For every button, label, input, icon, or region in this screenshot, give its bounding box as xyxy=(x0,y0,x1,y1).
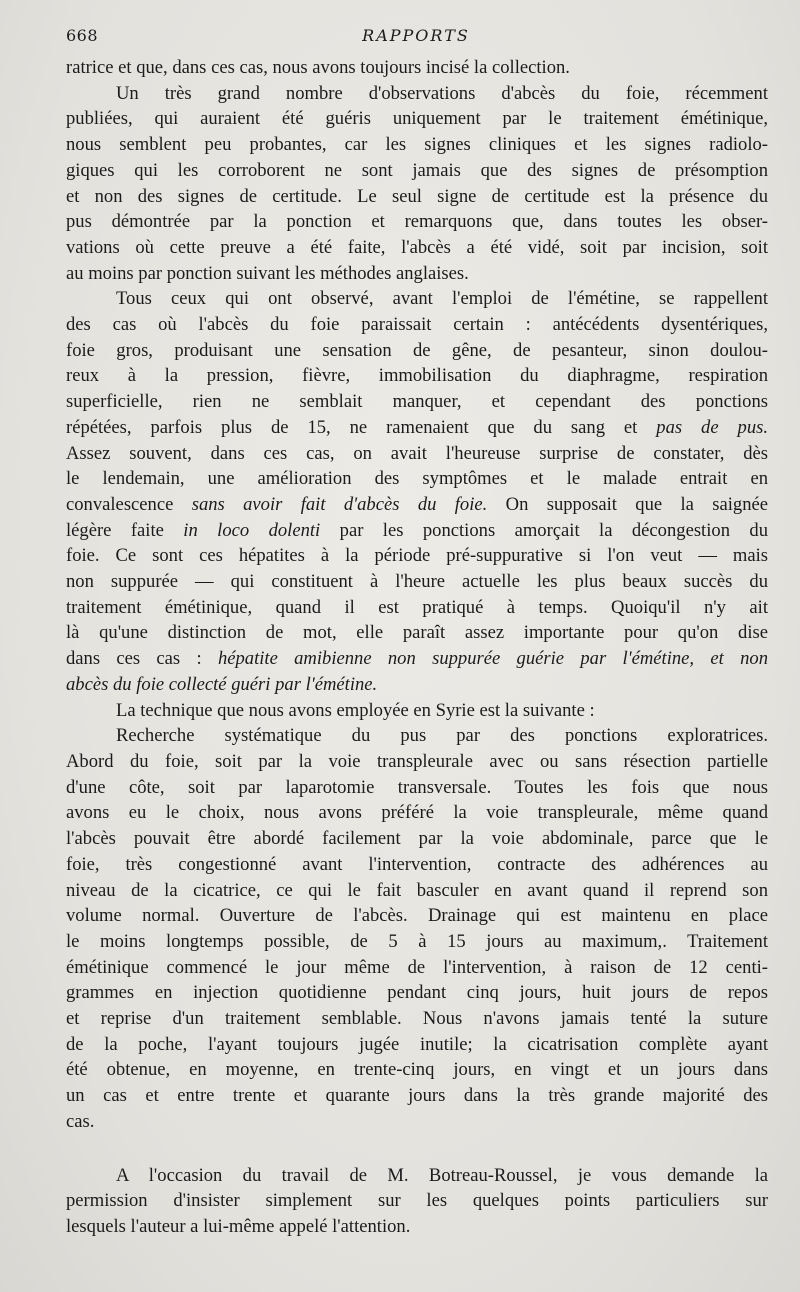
text-line xyxy=(66,852,768,878)
text-line xyxy=(66,132,768,158)
text-line xyxy=(66,55,768,81)
text-run: permission d'insister simplement sur les quelques points particuliers sur xyxy=(66,1190,768,1212)
text-run: Recherche systématique du pus par des ponctions exploratrices. xyxy=(116,725,768,747)
text-line xyxy=(66,1006,768,1032)
text-run: reux à la pression, fièvre, immobilisation du diaphragme, respiration xyxy=(66,365,768,387)
text-line xyxy=(66,158,768,184)
text-run: Assez souvent, dans ces cas, on avait l'heureuse surprise de constater, dès xyxy=(66,442,768,464)
text-line xyxy=(66,106,768,132)
text-run: là qu'une distinction de mot, elle paraît assez importante pour qu'on dise xyxy=(66,622,768,644)
text-line xyxy=(66,980,768,1006)
paragraph xyxy=(66,1163,768,1240)
page-number: 668 xyxy=(66,26,99,45)
text-run: foie gros, produisant une sensation de gêne, de pesanteur, sinon doulou- xyxy=(66,339,768,361)
text-line xyxy=(66,543,768,569)
text-line xyxy=(66,184,768,210)
text-run: La technique que nous avons employée en Syrie est la suivante : xyxy=(116,699,595,721)
text-run: vations où cette preuve a été faite, l'abcès a été vidé, soit par incision, soit xyxy=(66,236,768,258)
italic-text: hépatite amibienne non suppurée guérie par l'émétine, et non xyxy=(217,648,768,670)
text-run: volume normal. Ouverture de l'abcès. Drainage qui est maintenu en place xyxy=(66,905,768,927)
text-line xyxy=(66,878,768,904)
text-line xyxy=(66,389,768,415)
text-run: de la poche, l'ayant toujours jugée inutile; la cicatrisation complète ayant xyxy=(66,1033,768,1055)
paragraph xyxy=(66,286,768,697)
text-run: d'une côte, soit par laparotomie transversale. Toutes les fois que nous xyxy=(66,776,768,798)
text-run: pus démontrée par la ponction et remarquons que, dans toutes les obser- xyxy=(66,211,768,233)
text-line xyxy=(66,620,768,646)
text-run: avons eu le choix, nous avons préféré la voie transpleurale, même quand xyxy=(66,802,768,824)
text-run: le lendemain, une amélioration des symptômes et le malade entrait en xyxy=(66,468,768,490)
text-run: des cas où l'abcès du foie paraissait certain : antécédents dysentériques, xyxy=(66,314,768,336)
text-line xyxy=(66,492,768,518)
running-title: RAPPORTS xyxy=(362,26,470,45)
text-run: répétées, parfois plus de 15, ne ramenaient que du sang et xyxy=(66,416,657,438)
text-line xyxy=(66,363,768,389)
text-line xyxy=(66,775,768,801)
text-line xyxy=(66,312,768,338)
text-run: le moins longtemps possible, de 5 à 15 jours au maximum,. Traitement xyxy=(66,930,768,952)
text-line xyxy=(66,338,768,364)
text-line xyxy=(66,1163,768,1189)
body-text xyxy=(66,55,768,1240)
text-line xyxy=(66,466,768,492)
italic-text: sans avoir fait d'abcès du foie. xyxy=(191,493,488,515)
text-run: publiées, qui auraient été guéris uniquement par le traitement émétinique, xyxy=(66,108,768,130)
text-line xyxy=(66,261,768,287)
text-run: foie. Ce sont ces hépatites à la période pré-suppurative si l'on veut — mais xyxy=(66,545,768,567)
italic-text: in loco dolenti xyxy=(183,519,321,541)
text-run: cas. xyxy=(66,1110,95,1132)
text-line xyxy=(66,955,768,981)
text-line xyxy=(66,569,768,595)
paragraph xyxy=(66,698,768,724)
text-run: superficielle, rien ne semblait manquer, et cependant des ponctions xyxy=(66,391,768,413)
paragraph xyxy=(66,81,768,287)
text-line xyxy=(66,749,768,775)
text-run: Abord du foie, soit par la voie transpleurale avec ou sans résection partielle xyxy=(66,750,768,772)
text-line xyxy=(66,672,768,698)
text-run: légère faite xyxy=(66,519,184,541)
text-line xyxy=(66,1083,768,1109)
text-run: au moins par ponction suivant les méthodes anglaises. xyxy=(66,262,469,284)
text-line xyxy=(66,1032,768,1058)
italic-text: abcès du foie collecté guéri par l'émétine. xyxy=(66,673,378,695)
text-line xyxy=(66,81,768,107)
text-run: Tous ceux qui ont observé, avant l'emploi de l'émétine, se rappellent xyxy=(116,288,768,310)
paragraph xyxy=(66,55,768,81)
text-line xyxy=(66,929,768,955)
text-run: traitement émétinique, quand il est pratiqué à temps. Quoiqu'il n'y ait xyxy=(66,596,768,618)
text-run: niveau de la cicatrice, ce qui le fait basculer en avant quand il reprend son xyxy=(66,879,768,901)
text-line xyxy=(66,1109,768,1135)
text-run: On supposait que la saignée xyxy=(487,493,769,515)
text-run: non suppurée — qui constituent à l'heure actuelle les plus beaux succès du xyxy=(66,571,768,593)
text-run: lesquels l'auteur a lui-même appelé l'attention. xyxy=(66,1215,411,1237)
text-line xyxy=(66,286,768,312)
text-run: un cas et entre trente et quarante jours dans la très grande majorité des xyxy=(66,1085,768,1107)
paragraph xyxy=(66,723,768,1134)
text-run: convalescence xyxy=(66,493,192,515)
text-line xyxy=(66,441,768,467)
paragraph-gap xyxy=(66,1135,768,1163)
text-line xyxy=(66,1057,768,1083)
text-line xyxy=(66,698,768,724)
text-line xyxy=(66,595,768,621)
text-line xyxy=(66,646,768,672)
text-run: grammes en injection quotidienne pendant cinq jours, huit jours de repos xyxy=(66,982,768,1004)
text-line xyxy=(66,1214,768,1240)
text-run: foie, très congestionné avant l'intervention, contracte des adhérences au xyxy=(66,853,768,875)
text-run: ratrice et que, dans ces cas, nous avons toujours incisé la collection. xyxy=(66,57,570,78)
text-line xyxy=(66,723,768,749)
text-run: et reprise d'un traitement semblable. Nous n'avons jamais tenté la suture xyxy=(66,1008,768,1030)
text-line xyxy=(66,826,768,852)
text-run: Un très grand nombre d'observations d'abcès du foie, récemment xyxy=(116,82,768,104)
text-run: et non des signes de certitude. Le seul signe de certitude est la présence du xyxy=(66,185,768,207)
text-line xyxy=(66,1188,768,1214)
text-run: giques qui les corroborent ne sont jamais que des signes de présomption xyxy=(66,159,768,181)
text-line xyxy=(66,903,768,929)
text-line xyxy=(66,415,768,441)
text-run: nous semblent peu probantes, car les signes cliniques et les signes radiolo- xyxy=(66,134,768,156)
text-line xyxy=(66,518,768,544)
text-run: émétinique commencé le jour même de l'intervention, à raison de 12 centi- xyxy=(66,956,768,978)
italic-text: pas de pus. xyxy=(656,416,768,438)
text-run: dans ces cas : xyxy=(66,648,218,670)
text-line xyxy=(66,235,768,261)
text-line xyxy=(66,800,768,826)
page-header xyxy=(66,26,766,50)
text-run: A l'occasion du travail de M. Botreau-Roussel, je vous demande la xyxy=(116,1164,768,1186)
text-run: été obtenue, en moyenne, en trente-cinq jours, en vingt et un jours dans xyxy=(66,1059,768,1081)
text-run: l'abcès pouvait être abordé facilement par la voie abdominale, parce que le xyxy=(66,828,768,850)
text-line xyxy=(66,209,768,235)
text-run: par les ponctions amorçait la décongestion du xyxy=(320,519,768,541)
